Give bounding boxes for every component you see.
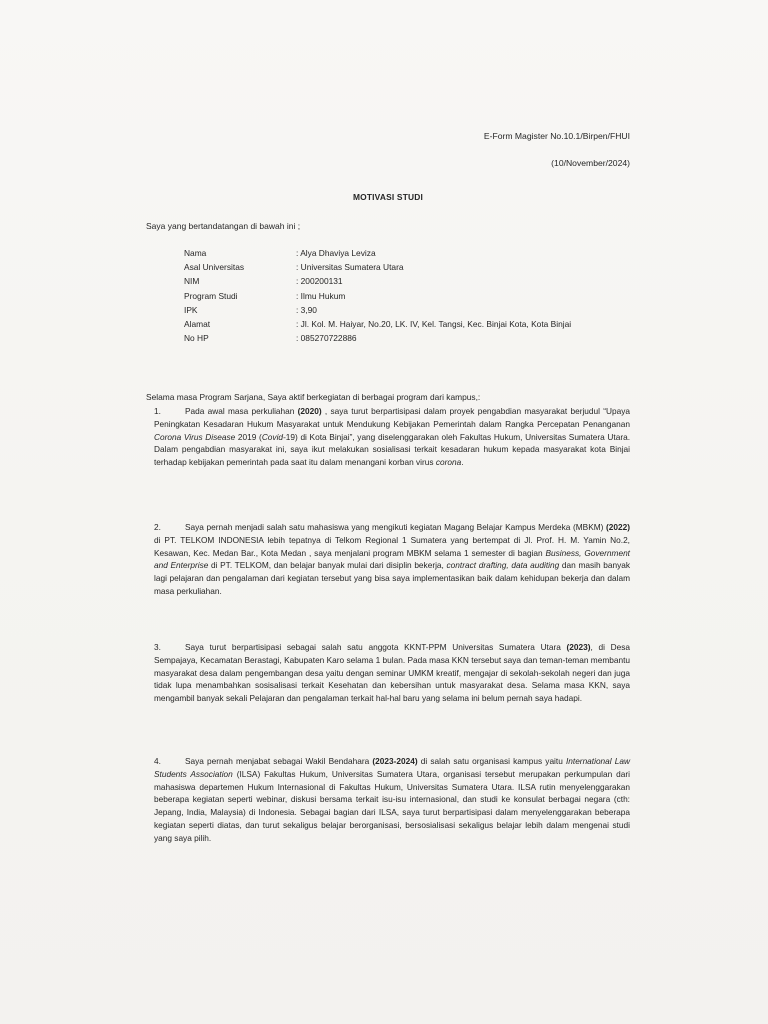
intro-text: Saya yang bertandatangan di bawah ini ; [146,221,301,231]
identity-value: : 085270722886 [296,333,357,344]
item-number: 1. [154,406,161,416]
identity-label: No HP [184,333,209,344]
identity-table [184,247,630,346]
identity-row-nim [184,275,630,287]
activity-item-4: 4. Saya pernah menjabat sebagai Wakil Bendahara (2023-2024) di salah satu organisasi kampus yaitu International Law Students Association (ILSA) Fakultas Hukum, Universitas Sumatera Utara, organisasi tersebut merupakan perkumpulan dari mahasiswa departemen Hukum Internasional di Fakultas Hukum, Universitas Sumatera Utara. ILSA rutin menyelenggarakan beberapa kegiatan seperti webinar, diskusi bersama terkait isu-isu internasional, dan studi ke konsulat berbagai negara (cth: Jepang, India, Malaysia) di Indonesia. Sebagai bagian dari ILSA, saya turut berpartisipasi dalam menyelenggarakan beberapa kegiatan seperti diatas, dan turut sekaligus belajar berorganisasi, bersosialisasi sekaligus belajar lebih dalam mengenai studi yang saya pilih. [154,756,630,843]
identity-row-university [184,261,630,273]
identity-label: NIM [184,276,200,287]
identity-label: IPK [184,304,198,315]
activity-item-2: 2. Saya pernah menjadi salah satu mahasiswa yang mengikuti kegiatan Magang Belajar Kampus Merdeka (MBKM) (2022) di PT. TELKOM INDONESIA lebih tepatnya di Telkom Regional 1 Sumatera yang bertempat di Jl. Prof. H. M. Yamin No.2, Kesawan, Kec. Medan Bar., Kota Medan , saya menjalani program MBKM selama 1 semester di bagian Business, Government and Enterprise di PT. TELKOM, dan belajar banyak mulai dari disiplin bekerja, contract drafting, data auditing dan masih banyak lagi pelajaran dan pengalaman dari kegiatan tersebut yang bisa saya implementasikan baik dalam kehidupan bekerja dan dalam masa perkuliahan. [154,522,630,596]
identity-row-phone [184,332,630,344]
item-number: 4. [154,756,161,766]
identity-label: Asal Universitas [184,262,245,273]
document-date: (10/November/2024) [551,158,630,168]
identity-value: : Ilmu Hukum [296,290,346,301]
item-number: 3. [154,642,161,652]
identity-label: Alamat [184,319,211,330]
activities-intro: Selama masa Program Sarjana, Saya aktif berkegiatan di berbagai program dari kampus,: [146,392,481,402]
identity-row-gpa [184,304,630,316]
identity-value: : Alya Dhaviya Leviza [296,248,376,258]
identity-row-program [184,290,630,302]
identity-row-address [184,318,630,330]
form-reference: E-Form Magister No.10.1/Birpen/FHUI [483,131,630,141]
identity-row-name [184,247,630,259]
identity-value: : Jl. Kol. M. Haiyar, No.20, LK. IV, Kel. Tangsi, Kec. Binjai Kota, Kota Binjai [296,319,572,330]
item-number: 2. [154,522,161,532]
identity-value: : 200200131 [296,276,343,287]
identity-value: : Universitas Sumatera Utara [296,262,404,273]
document-title: MOTIVASI STUDI [352,192,424,202]
activity-item-1: 1. Pada awal masa perkuliahan (2020) , saya turut berpartisipasi dalam proyek pengabdian masyarakat berjudul “Upaya Peningkatan Kesadaran Hukum Masyarakat untuk Mendukung Kebijakan Pemerintah dalam Rangka Percepatan Penanganan Corona Virus Disease 2019 (Covid-19) di Kota Binjai”, yang diselenggarakan oleh Fakultas Hukum, Universitas Sumatera Utara. Dalam pengabdian masyarakat ini, saya ikut melakukan sosialisasi terkait kesadaran hukum kepada masyarakat kota Binjai terhadap kebijakan pemerintah pada saat itu dalam menangani korban virus corona. [154,406,631,467]
identity-value: : 3,90 [296,304,317,315]
identity-label: Program Studi [184,290,238,301]
activity-item-3: 3. Saya turut berpartisipasi sebagai salah satu anggota KKNT-PPM Universitas Sumatera Utara (2023), di Desa Sempajaya, Kecamatan Berastagi, Kabupaten Karo selama 1 bulan. Pada masa KKN tersebut saya dan teman-teman membantu masyarakat desa dalam pengembangan desa yaitu dengan seminar UMKM kreatif, mengajar di sekolah-sekolah negeri dan juga tidak lupa menambahkan sosisalisasi terkait Kesehatan dan kebersihan untuk masyarakat desa. Selama masa KKN, saya mengambil banyak sekali Pelajaran dan pengalaman terkait hal-hal baru yang selama ini belum pernah saya hadapi. [154,642,630,703]
identity-label: Nama [184,248,207,258]
